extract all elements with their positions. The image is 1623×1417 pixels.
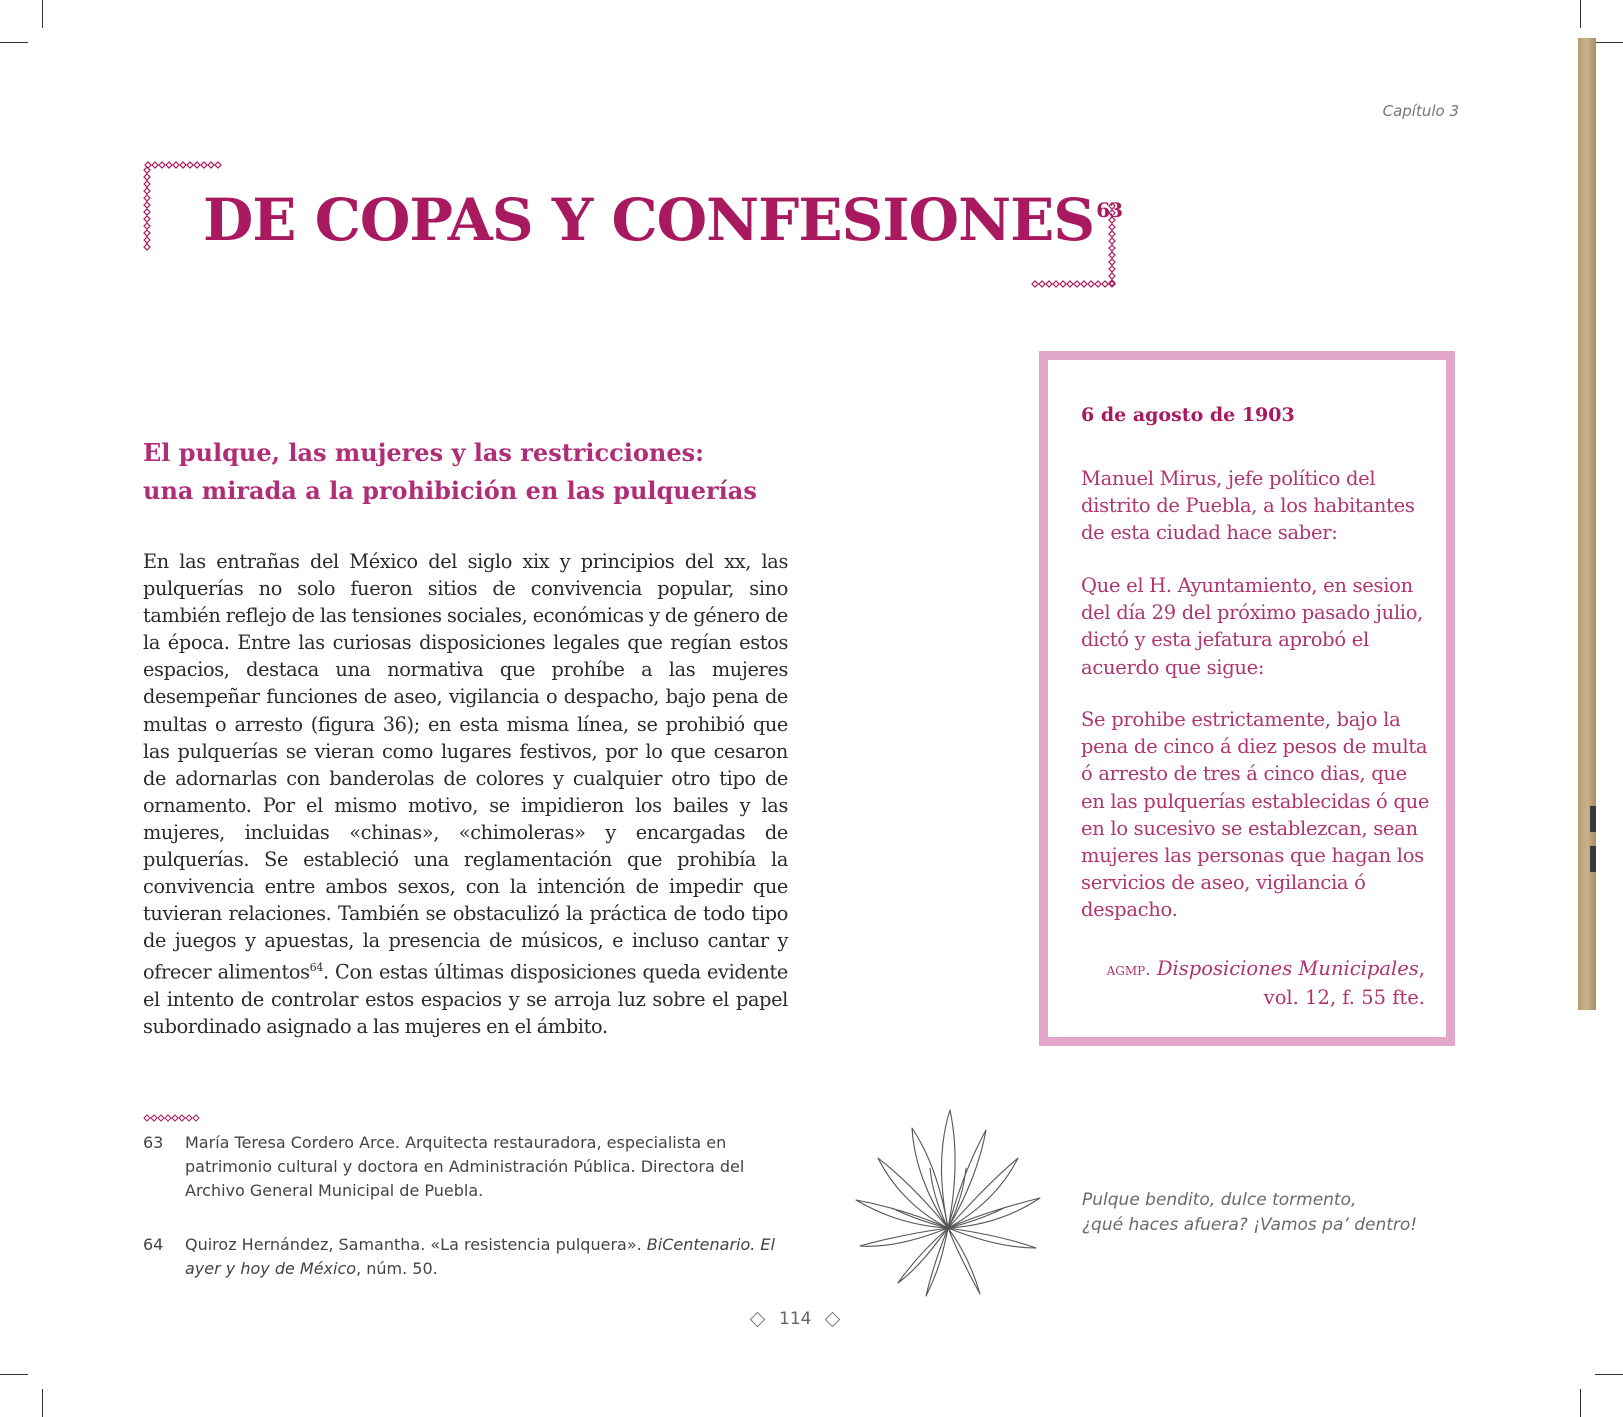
- sidebox-paragraph-3: Se prohibe estrictamente, bajo la pena de cinco á diez pesos de multa ó arresto de tres á cinco dias, que en las pulquerías establecidas ó que en lo sucesivo se establezcan, sean mujeres las personas que hagan los servicios de aseo, vigilancia ó despacho.: [1081, 708, 1430, 922]
- footnote-63: 63 María Teresa Cordero Arce. Arquitecta restauradora, especialista en patrimonio cultural y doctora en Administración Pública. Directora del Archivo General Municipal de Puebla.: [143, 1133, 745, 1200]
- crop-mark-tr-v: [1580, 0, 1581, 28]
- sidebox-paragraph-1: Manuel Mirus, jefe político del distrito de Puebla, a los habitantes de esta ciudad hace saber:: [1081, 467, 1415, 545]
- adjacent-page-edge: [1578, 38, 1596, 1010]
- crop-mark-bl-h: [0, 1374, 28, 1375]
- subheading-line-1: El pulque, las mujeres y las restricciones:: [143, 438, 704, 467]
- page-title: DE COPAS Y CONFESIONES $^{63}$: [203, 186, 1123, 254]
- subheading-line-2: una mirada a la prohibición en las pulquerías: [143, 476, 757, 505]
- diamond-ornament-right-icon: [825, 1311, 841, 1327]
- crop-mark-br-v: [1580, 1389, 1581, 1417]
- section-subheading: [143, 434, 803, 510]
- sidebox-paragraph-2: Que el H. Ayuntamiento, en sesion del día 29 del próximo pasado julio, dictó y esta jefatura aprobó el acuerdo que sigue:: [1081, 574, 1424, 679]
- page-number: 114: [752, 1309, 838, 1329]
- crop-mark-bl-v: [42, 1389, 43, 1417]
- chapter-label: Capítulo 3: [1382, 102, 1459, 120]
- sidebox-frame: [1039, 351, 1455, 1046]
- crop-mark-tr-h: [1595, 42, 1623, 43]
- body-paragraph: En las entrañas del México del siglo xix y principios del xx, las pulquerías no solo fueron sitios de convivencia popular, sino también reflejo de las tensiones sociales, económicas y de género de la época. Entre las curiosas disposiciones legales que regían estos espacios, destaca una normativa que prohíbe a las mujeres desempeñar funciones de aseo, vigilancia o despacho, bajo pena de multas o arresto (figura 36); en esta misma línea, se prohibió que las pulquerías se vieran como lugares festivos, por lo que cesaron de adornarlas con banderolas de colores y cualquier otro tipo de ornamento. Por el mismo motivo, se impidieron los bailes y las mujeres, incluidas «chinas», «chimoleras» y encargadas de pulquerías. Se estableció una reglamentación que prohibía la convivencia entre ambos sexos, con la intención de impedir que tuvieran relaciones. También se obstaculizó la práctica de todo tipo de juegos y apuestas, la presencia de músicos, e incluso cantar y ofrecer alimentos$^{64}$. Con estas últimas disposiciones queda evidente el intento de controlar estos espacios y se arroja luz sobre el papel subordinado asignado a las mujeres en el ámbito.: [143, 550, 788, 1039]
- diamond-ornament-left-icon: [750, 1311, 766, 1327]
- crop-mark-tl-v: [42, 0, 43, 28]
- sidebox-citation: agmp. Disposiciones Municipales, vol. 12, f. 55 fte.: [1106, 957, 1425, 1009]
- crop-mark-tl-h: [0, 42, 28, 43]
- verse-caption: Pulque bendito, dulce tormento, ¿qué haces afuera? ¡Vamos pa’ dentro!: [1082, 1190, 1418, 1235]
- sidebox-date: 6 de agosto de 1903: [1081, 404, 1295, 426]
- crop-mark-br-h: [1595, 1374, 1623, 1375]
- title-footnote-ref: 63: [1096, 198, 1123, 222]
- footnote-divider-ornament: [143, 1113, 203, 1123]
- footnote-64: 64 Quiroz Hernández, Samantha. «La resistencia pulquera». BiCentenario. El ayer y hoy de México, núm. 50.: [143, 1235, 775, 1278]
- body-footnote-ref: 64: [309, 961, 323, 975]
- agave-illustration-icon: [848, 1108, 1048, 1298]
